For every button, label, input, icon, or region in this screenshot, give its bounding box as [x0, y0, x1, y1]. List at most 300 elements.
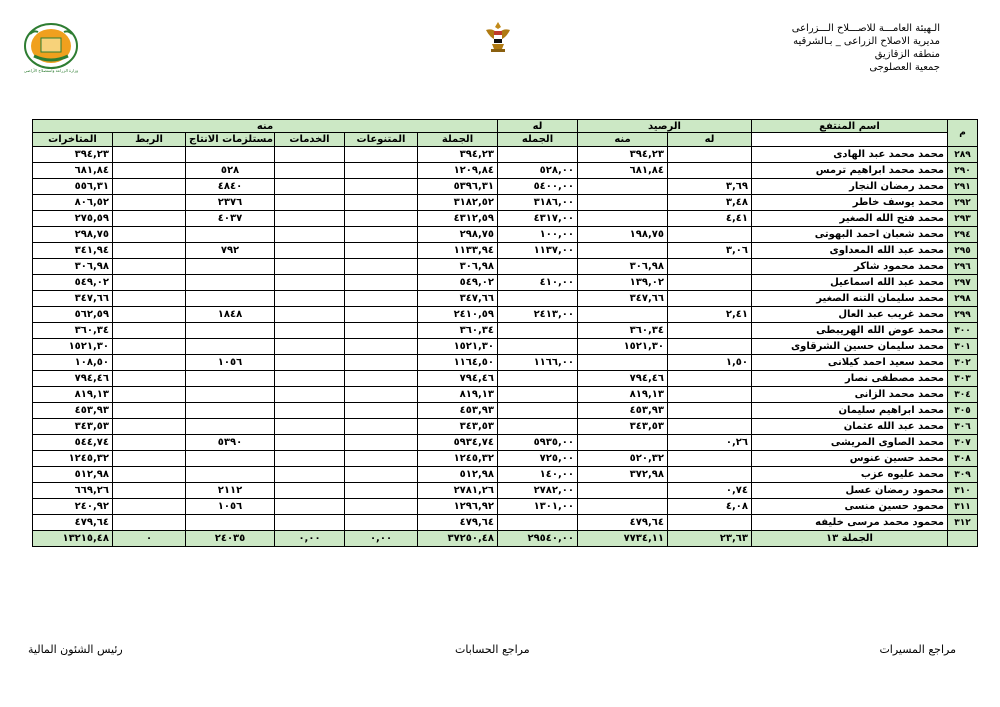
cell-balance-minh: ٥٢٠,٣٢: [578, 451, 668, 467]
cell-balance-lah: [668, 339, 752, 355]
cell-rabt: [113, 451, 186, 467]
table-row: [33, 371, 978, 387]
cell-balance-lah: [668, 323, 752, 339]
cell-m: ٣٠٩: [948, 467, 978, 483]
cell-inputs: [186, 467, 275, 483]
cell-services: [275, 435, 345, 451]
cell-arrears: ٨٠٦,٥٢: [33, 195, 113, 211]
cell-m: ٢٩٩: [948, 307, 978, 323]
table-body: [33, 147, 978, 531]
cell-balance-lah: ٣,٠٦: [668, 243, 752, 259]
header-block: [720, 22, 940, 74]
cell-services: [275, 483, 345, 499]
cell-misc: [345, 195, 418, 211]
cell-services: [275, 291, 345, 307]
cell-balance-lah: ١,٥٠: [668, 355, 752, 371]
cell-arrears: ٣٦٠,٣٤: [33, 323, 113, 339]
cell-rabt: [113, 371, 186, 387]
cell-balance-lah: [668, 387, 752, 403]
cell-name: محمد شعبان احمد البهوتى: [752, 227, 948, 243]
cell-lah-total: [498, 515, 578, 531]
cell-services: [275, 371, 345, 387]
group-header-lah: له: [498, 120, 578, 133]
cell-misc: [345, 163, 418, 179]
cell-balance-minh: [578, 435, 668, 451]
cell-lah-total: ٢٤١٣,٠٠: [498, 307, 578, 323]
cell-m: ٣٠٦: [948, 419, 978, 435]
cell-m: ٢٩٠: [948, 163, 978, 179]
cell-misc: [345, 259, 418, 275]
cell-balance-lah: [668, 291, 752, 307]
cell-minh-total: ٣٠٦,٩٨: [418, 259, 498, 275]
cell-lah-total: ١٤٠,٠٠: [498, 467, 578, 483]
cell-inputs: [186, 227, 275, 243]
total-inputs: ٢٤٠٣٥: [186, 531, 275, 547]
cell-misc: [345, 243, 418, 259]
cell-misc: [345, 419, 418, 435]
cell-rabt: [113, 515, 186, 531]
cell-rabt: [113, 291, 186, 307]
cell-inputs: [186, 387, 275, 403]
cell-arrears: ٧٩٤,٤٦: [33, 371, 113, 387]
cell-m: ٣١٢: [948, 515, 978, 531]
cell-balance-lah: [668, 227, 752, 243]
cell-lah-total: ٧٢٥,٠٠: [498, 451, 578, 467]
table-row: [33, 211, 978, 227]
cell-m: ٣٠٤: [948, 387, 978, 403]
cell-minh-total: ٥٤٩,٠٢: [418, 275, 498, 291]
signature-payroll-reviewer: مراجع المسيرات: [879, 643, 956, 656]
cell-misc: [345, 275, 418, 291]
cell-minh-total: ٤٣١٢,٥٩: [418, 211, 498, 227]
cell-balance-lah: [668, 259, 752, 275]
cell-services: [275, 163, 345, 179]
cell-arrears: ٥٤٤,٧٤: [33, 435, 113, 451]
cell-m: ٣٠١: [948, 339, 978, 355]
table-row: [33, 275, 978, 291]
cell-name: محمد محمد الزانى: [752, 387, 948, 403]
cell-m: ٢٩٦: [948, 259, 978, 275]
cell-rabt: [113, 211, 186, 227]
cell-name: محمد يوسف خاطر: [752, 195, 948, 211]
cell-balance-minh: ٤٧٩,٦٤: [578, 515, 668, 531]
cell-services: [275, 195, 345, 211]
cell-services: [275, 355, 345, 371]
cell-name: محمد محمد عبد الهادى: [752, 147, 948, 163]
cell-balance-minh: ٦٨١,٨٤: [578, 163, 668, 179]
signature-accounts-reviewer: مراجع الحسابات: [455, 643, 530, 656]
cell-arrears: ٢٩٨,٧٥: [33, 227, 113, 243]
cell-inputs: [186, 259, 275, 275]
table-row: [33, 227, 978, 243]
cell-inputs: ١٨٤٨: [186, 307, 275, 323]
cell-minh-total: ٣٤٧,٦٦: [418, 291, 498, 307]
cell-inputs: ٢٣٧٦: [186, 195, 275, 211]
cell-lah-total: [498, 259, 578, 275]
col-header-inputs: مستلزمات الانتاج: [186, 133, 275, 147]
cell-minh-total: ٣٦٠,٣٤: [418, 323, 498, 339]
cell-balance-minh: ٤٥٣,٩٣: [578, 403, 668, 419]
cell-m: ٣٠٧: [948, 435, 978, 451]
cell-balance-lah: ٠,٢٦: [668, 435, 752, 451]
table-row: [33, 435, 978, 451]
cell-m: ٢٩١: [948, 179, 978, 195]
cell-name: محمد عبد الله اسماعيل: [752, 275, 948, 291]
cell-balance-minh: [578, 307, 668, 323]
cell-rabt: [113, 147, 186, 163]
cell-m: ٢٩٣: [948, 211, 978, 227]
cell-misc: [345, 371, 418, 387]
cell-inputs: ١٠٥٦: [186, 499, 275, 515]
total-balance-lah: ٢٣,٦٣: [668, 531, 752, 547]
cell-rabt: [113, 387, 186, 403]
cell-m: ٣١٠: [948, 483, 978, 499]
ministry-logo-icon: [20, 20, 82, 78]
cell-inputs: ٥٢٨: [186, 163, 275, 179]
cell-rabt: [113, 275, 186, 291]
cell-rabt: [113, 499, 186, 515]
table-row: [33, 451, 978, 467]
cell-balance-lah: ٢,٤١: [668, 307, 752, 323]
cell-minh-total: ٤٧٩,٦٤: [418, 515, 498, 531]
table-row: [33, 483, 978, 499]
total-balance-minh: ٧٧٣٤,١١: [578, 531, 668, 547]
cell-arrears: ١٢٤٥,٣٢: [33, 451, 113, 467]
cell-name: محمد ابراهيم سليمان: [752, 403, 948, 419]
cell-balance-lah: ٣,٤٨: [668, 195, 752, 211]
cell-balance-minh: [578, 179, 668, 195]
cell-balance-minh: [578, 355, 668, 371]
group-header-balance: الرصيد: [578, 120, 752, 133]
cell-name: محمد الصاوى المريشى: [752, 435, 948, 451]
table-row: [33, 339, 978, 355]
cell-services: [275, 323, 345, 339]
cell-rabt: [113, 259, 186, 275]
cell-lah-total: ١٣٠١,٠٠: [498, 499, 578, 515]
table-row: [33, 291, 978, 307]
cell-arrears: ٥٦٢,٥٩: [33, 307, 113, 323]
cell-arrears: ١٥٢١,٣٠: [33, 339, 113, 355]
cell-m: ٣٠٣: [948, 371, 978, 387]
cell-minh-total: ٧٩٤,٤٦: [418, 371, 498, 387]
cell-arrears: ٥٥٦,٣١: [33, 179, 113, 195]
cell-m: ٣٠٥: [948, 403, 978, 419]
cell-misc: [345, 499, 418, 515]
table-sub-header-row: [33, 133, 978, 147]
cell-balance-minh: [578, 483, 668, 499]
ministry-logo-text: وزارة الزراعة واستصلاح الأراضي: [23, 68, 79, 73]
group-header-m: م: [948, 120, 978, 147]
cell-rabt: [113, 483, 186, 499]
col-header-rabt: الربط: [113, 133, 186, 147]
cell-services: [275, 259, 345, 275]
cell-m: ٢٩٥: [948, 243, 978, 259]
table-row: [33, 355, 978, 371]
total-lah-total: ٢٩٥٤٠,٠٠: [498, 531, 578, 547]
cell-name: محمد عليوه عزب: [752, 467, 948, 483]
cell-balance-lah: [668, 451, 752, 467]
cell-minh-total: ٢٤١٠,٥٩: [418, 307, 498, 323]
cell-minh-total: ٢٩٨,٧٥: [418, 227, 498, 243]
cell-inputs: [186, 291, 275, 307]
col-header-minh-total: الجملة: [418, 133, 498, 147]
cell-misc: [345, 147, 418, 163]
cell-services: [275, 387, 345, 403]
col-header-arrears: المتاخرات: [33, 133, 113, 147]
cell-misc: [345, 339, 418, 355]
cell-name: محمد عبد الله المعداوى: [752, 243, 948, 259]
cell-name: محمود رمضان عسل: [752, 483, 948, 499]
cell-arrears: ٦٨١,٨٤: [33, 163, 113, 179]
cell-inputs: ٧٩٢: [186, 243, 275, 259]
cell-balance-minh: ٨١٩,١٣: [578, 387, 668, 403]
cell-rabt: [113, 355, 186, 371]
cell-balance-lah: [668, 371, 752, 387]
cell-inputs: [186, 419, 275, 435]
table-total-row: [33, 531, 978, 547]
cell-rabt: [113, 323, 186, 339]
cell-name: محمد سعيد احمد كيلانى: [752, 355, 948, 371]
cell-arrears: ٦٦٩,٢٦: [33, 483, 113, 499]
cell-name: محمد فتح الله الصغير: [752, 211, 948, 227]
cell-inputs: ٤٨٤٠: [186, 179, 275, 195]
cell-m: ٢٩٧: [948, 275, 978, 291]
cell-services: [275, 243, 345, 259]
cell-misc: [345, 307, 418, 323]
cell-minh-total: ٥٩٣٤,٧٤: [418, 435, 498, 451]
cell-name: محمد محمد ابراهيم ترمس: [752, 163, 948, 179]
table-row: [33, 387, 978, 403]
cell-balance-minh: ١٩٨,٧٥: [578, 227, 668, 243]
cell-lah-total: ١١٦٦,٠٠: [498, 355, 578, 371]
table-row: [33, 179, 978, 195]
cell-lah-total: [498, 371, 578, 387]
cell-balance-minh: [578, 243, 668, 259]
cell-rabt: [113, 419, 186, 435]
cell-misc: [345, 179, 418, 195]
cell-balance-minh: [578, 499, 668, 515]
cell-balance-lah: [668, 419, 752, 435]
cell-rabt: [113, 195, 186, 211]
cell-balance-minh: [578, 211, 668, 227]
cell-arrears: ٥٤٩,٠٢: [33, 275, 113, 291]
cell-name: محمد سليمان التنه الصغير: [752, 291, 948, 307]
cell-balance-lah: ٣,٦٩: [668, 179, 752, 195]
cell-misc: [345, 355, 418, 371]
cell-minh-total: ١٢٤٥,٣٢: [418, 451, 498, 467]
cell-minh-total: ٣٤٣,٥٣: [418, 419, 498, 435]
cell-lah-total: ٣١٨٦,٠٠: [498, 195, 578, 211]
total-arrears: ١٣٢١٥,٤٨: [33, 531, 113, 547]
cell-misc: [345, 291, 418, 307]
total-m-blank: [948, 531, 978, 547]
table-row: [33, 323, 978, 339]
cell-minh-total: ٣١٨٢,٥٢: [418, 195, 498, 211]
cell-services: [275, 227, 345, 243]
cell-inputs: [186, 275, 275, 291]
col-header-services: الخدمات: [275, 133, 345, 147]
cell-balance-minh: ١٣٩,٠٢: [578, 275, 668, 291]
col-header-balance-lah: له: [668, 133, 752, 147]
col-header-name-blank: [752, 133, 948, 147]
cell-inputs: [186, 339, 275, 355]
signature-finance-head: رئيس الشئون المالية: [28, 643, 123, 656]
cell-name: محمد حسين عنوس: [752, 451, 948, 467]
cell-rabt: [113, 307, 186, 323]
cell-inputs: [186, 515, 275, 531]
cell-misc: [345, 323, 418, 339]
cell-lah-total: ٤٣١٧,٠٠: [498, 211, 578, 227]
cell-m: ٢٩٨: [948, 291, 978, 307]
table-row: [33, 403, 978, 419]
group-header-minh: منه: [33, 120, 498, 133]
cell-minh-total: ٣٩٤,٢٣: [418, 147, 498, 163]
cell-arrears: ٣٤٧,٦٦: [33, 291, 113, 307]
cell-lah-total: [498, 147, 578, 163]
cell-balance-lah: [668, 163, 752, 179]
cell-balance-minh: [578, 195, 668, 211]
cell-name: محمد مصطفى نصار: [752, 371, 948, 387]
cell-services: [275, 467, 345, 483]
cell-services: [275, 275, 345, 291]
cell-balance-minh: ٣٧٢,٩٨: [578, 467, 668, 483]
cell-m: ٢٩٢: [948, 195, 978, 211]
cell-minh-total: ١٥٢١,٣٠: [418, 339, 498, 355]
cell-misc: [345, 403, 418, 419]
table-row: [33, 307, 978, 323]
cell-services: [275, 451, 345, 467]
cell-arrears: ٥١٢,٩٨: [33, 467, 113, 483]
table-row: [33, 419, 978, 435]
cell-minh-total: ١٢٩٦,٩٢: [418, 499, 498, 515]
cell-rabt: [113, 227, 186, 243]
cell-arrears: ٤٥٣,٩٣: [33, 403, 113, 419]
cell-m: ٢٩٤: [948, 227, 978, 243]
cell-lah-total: ٢٧٨٢,٠٠: [498, 483, 578, 499]
table-row: [33, 195, 978, 211]
cell-services: [275, 147, 345, 163]
cell-misc: [345, 515, 418, 531]
cell-balance-lah: ٠,٧٤: [668, 483, 752, 499]
cell-misc: [345, 211, 418, 227]
cell-rabt: [113, 163, 186, 179]
cell-inputs: [186, 451, 275, 467]
cell-lah-total: [498, 419, 578, 435]
header-line-directorate: مديرية الاصلاح الزراعى _ بـالشرقيه: [793, 36, 940, 47]
cell-arrears: ١٠٨,٥٠: [33, 355, 113, 371]
cell-balance-lah: [668, 403, 752, 419]
cell-inputs: ٢١١٢: [186, 483, 275, 499]
cell-balance-lah: [668, 147, 752, 163]
cell-inputs: [186, 323, 275, 339]
table-row: [33, 243, 978, 259]
total-minh-total: ٣٧٢٥٠,٤٨: [418, 531, 498, 547]
cell-inputs: ١٠٥٦: [186, 355, 275, 371]
cell-lah-total: ٥٩٣٥,٠٠: [498, 435, 578, 451]
cell-lah-total: ٥٤٠٠,٠٠: [498, 179, 578, 195]
cell-inputs: ٥٣٩٠: [186, 435, 275, 451]
cell-balance-minh: ١٥٢١,٣٠: [578, 339, 668, 355]
cell-name: محمد رمضان النجار: [752, 179, 948, 195]
cell-services: [275, 339, 345, 355]
table-group-header-row: [33, 120, 978, 133]
cell-balance-lah: [668, 275, 752, 291]
cell-minh-total: ١١٣٣,٩٤: [418, 243, 498, 259]
cell-minh-total: ٤٥٣,٩٣: [418, 403, 498, 419]
cell-lah-total: ٤١٠,٠٠: [498, 275, 578, 291]
cell-services: [275, 403, 345, 419]
cell-balance-minh: ٣٤٧,٦٦: [578, 291, 668, 307]
cell-minh-total: ٥٣٩٦,٣١: [418, 179, 498, 195]
group-header-name: اسم المنتفع: [752, 120, 948, 133]
cell-inputs: [186, 403, 275, 419]
col-header-misc: المتنوعات: [345, 133, 418, 147]
cell-arrears: ٣٩٤,٢٣: [33, 147, 113, 163]
cell-m: ٣٠٨: [948, 451, 978, 467]
cell-rabt: [113, 243, 186, 259]
header-line-region: منطقه الزقازيق: [874, 49, 940, 60]
cell-arrears: ٢٧٥,٥٩: [33, 211, 113, 227]
total-misc: ٠,٠٠: [345, 531, 418, 547]
total-label: الجملة ١٣: [752, 531, 948, 547]
cell-inputs: ٤٠٣٧: [186, 211, 275, 227]
cell-name: محمود حسين منسى: [752, 499, 948, 515]
table-row: [33, 147, 978, 163]
col-header-lah-total: الجمله: [498, 133, 578, 147]
cell-services: [275, 499, 345, 515]
total-rabt: ٠: [113, 531, 186, 547]
table-row: [33, 259, 978, 275]
cell-arrears: ٣٤١,٩٤: [33, 243, 113, 259]
cell-name: محمد عوض الله الهريبطى: [752, 323, 948, 339]
cell-services: [275, 419, 345, 435]
cell-services: [275, 179, 345, 195]
cell-minh-total: ٢٧٨١,٢٦: [418, 483, 498, 499]
table-row: [33, 467, 978, 483]
cell-lah-total: ١٠٠,٠٠: [498, 227, 578, 243]
cell-m: ٢٨٩: [948, 147, 978, 163]
beneficiaries-table: [32, 119, 978, 547]
cell-inputs: [186, 371, 275, 387]
cell-lah-total: [498, 387, 578, 403]
cell-name: محمد سليمان حسين الشرقاوى: [752, 339, 948, 355]
cell-misc: [345, 483, 418, 499]
cell-arrears: ٢٤٠,٩٢: [33, 499, 113, 515]
cell-name: محمود محمد مرسى خليفه: [752, 515, 948, 531]
cell-m: ٣٠٠: [948, 323, 978, 339]
header-line-association: جمعية العصلوجى: [869, 62, 940, 73]
cell-misc: [345, 435, 418, 451]
cell-balance-minh: ٣٩٤,٢٣: [578, 147, 668, 163]
cell-arrears: ٣٤٣,٥٣: [33, 419, 113, 435]
cell-m: ٣١١: [948, 499, 978, 515]
cell-lah-total: [498, 403, 578, 419]
table-row: [33, 515, 978, 531]
cell-balance-minh: ٧٩٤,٤٦: [578, 371, 668, 387]
eagle-emblem-icon: [484, 20, 512, 54]
cell-balance-minh: ٣٤٣,٥٣: [578, 419, 668, 435]
cell-minh-total: ٨١٩,١٣: [418, 387, 498, 403]
cell-inputs: [186, 147, 275, 163]
cell-lah-total: ٥٢٨,٠٠: [498, 163, 578, 179]
cell-misc: [345, 451, 418, 467]
cell-services: [275, 307, 345, 323]
cell-services: [275, 515, 345, 531]
cell-misc: [345, 467, 418, 483]
cell-balance-lah: ٤,٠٨: [668, 499, 752, 515]
cell-lah-total: [498, 339, 578, 355]
cell-rabt: [113, 467, 186, 483]
